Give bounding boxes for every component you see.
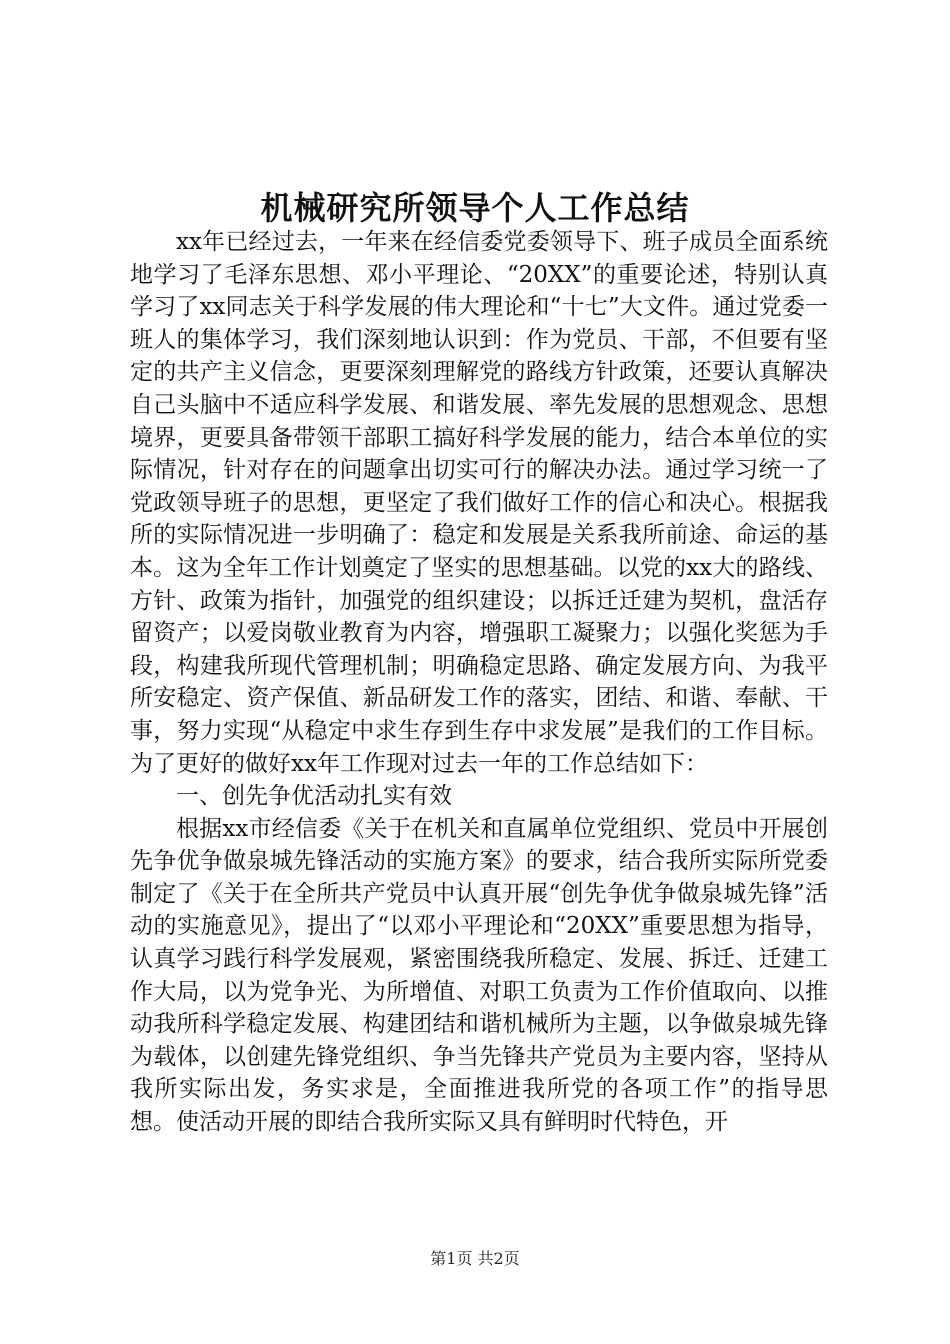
page-number-label: 第1页 共2页	[430, 1249, 520, 1268]
body-paragraph-1: xx年已经过去，一年来在经信委党委领导下、班子成员全面系统地学习了毛泽东思想、邓小平理论、“20XX”的重要论述，特别认真学习了xx同志关于科学发展的伟大理论和“十七”大文件。通过党委一班人的集体学习，我们深刻地认识到：作为党员、干部，不但要有坚定的共产主义信念，更要深刻理解党的路线方针政策，还要认真解决自己头脑中不适应科学发展、和谐发展、率先发展的思想观念、思想境界，更要具备带领干部职工搞好科学发展的能力，结合本单位的实际情况，针对存在的问题拿出切实可行的解决办法。通过学习统一了党政领导班子的思想，更坚定了我们做好工作的信心和决心。根据我所的实际情况进一步明确了：稳定和发展是关系我所前途、命运的基本。这为全年工作计划奠定了坚实的思想基础。以党的xx大的路线、方针、政策为指针，加强党的组织建设；以拆迁迁建为契机，盘活存留资产；以爱岗敬业教育为内容，增强职工凝聚力；以强化奖惩为手段，构建我所现代管理机制；明确稳定思路、确定发展方向、为我平所安稳定、资产保值、新品研发工作的落实，团结、和谐、奉献、干事，努力实现“从稳定中求生存到生存中求发展”是我们的工作目标。为了更好的做好xx年工作现对过去一年的工作总结如下：	[130, 229, 828, 777]
page-footer	[0, 1248, 950, 1270]
section-heading-1: 一、创先争优活动扎实有效	[176, 783, 452, 810]
document-title: 机械研究所领导个人工作总结	[260, 189, 690, 227]
body-paragraph-2: 根据xx市经信委《关于在机关和直属单位党组织、党员中开展创先争优争做泉城先锋活动的实施方案》的要求，结合我所实际所党委制定了《关于在全所共产党员中认真开展“创先争优争做泉城先锋”活动的实施意见》，提出了“以邓小平理论和“20XX”重要思想为指导，认真学习践行科学发展观，紧密围绕我所稳定、发展、拆迁、迁建工作大局，以为党争光、为所增值、对职工负责为工作价值取向、以推动我所科学稳定发展、构建团结和谐机械所为主题，以争做泉城先锋为载体，以创建先锋党组织、争当先锋共产党员为主要内容，坚持从我所实际出发，务实求是，全面推进我所党的各项工作”的指导思想。使活动开展的即结合我所实际又具有鲜明时代特色，开	[130, 815, 828, 1136]
document-body	[130, 226, 828, 1139]
